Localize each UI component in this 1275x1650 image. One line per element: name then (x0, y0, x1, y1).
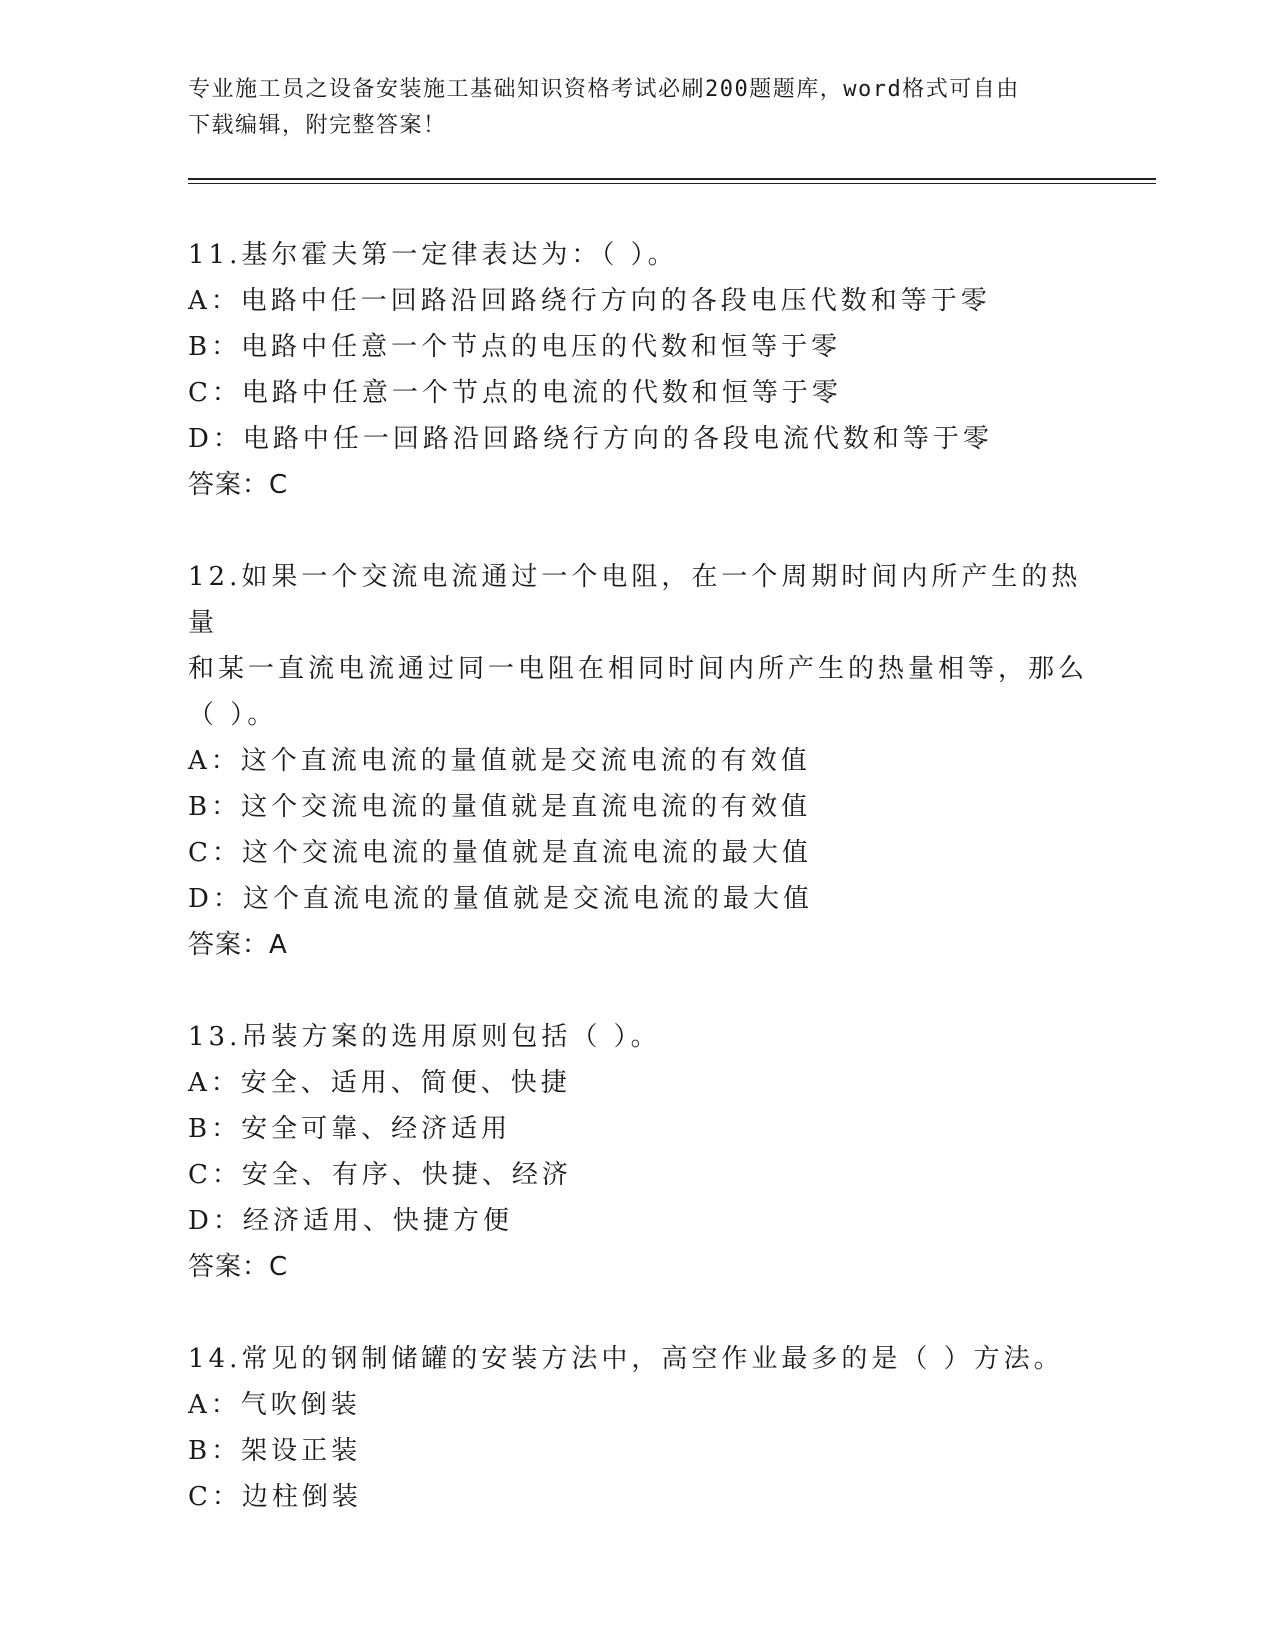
document-header (188, 72, 1068, 144)
option-b: B：架设正装 (188, 1436, 362, 1466)
question-text-line-2: 和某一直流电流通过同一电阻在相同时间内所产生的热量相等，那么 (188, 654, 1089, 684)
option-a: A：这个直流电流的量值就是交流电流的有效值 (188, 746, 811, 776)
question-14 (188, 1336, 1088, 1520)
option-a: A：安全、适用、简便、快捷 (188, 1068, 571, 1098)
question-text: 14.常见的钢制储罐的安装方法中，高空作业最多的是（ ）方法。 (188, 1344, 1064, 1374)
option-c: C：这个交流电流的量值就是直流电流的最大值 (188, 838, 812, 868)
answer: 答案：C (188, 470, 289, 500)
option-b: B：这个交流电流的量值就是直流电流的有效值 (188, 792, 812, 822)
option-c: C：边柱倒装 (188, 1482, 362, 1512)
question-text-line-1: 12.如果一个交流电流通过一个电阻，在一个周期时间内所产生的热量 (188, 562, 1082, 638)
option-b: B：安全可靠、经济适用 (188, 1114, 512, 1144)
option-a: A：气吹倒装 (188, 1390, 361, 1420)
question-list (188, 232, 1088, 1566)
option-d: D：这个直流电流的量值就是交流电流的最大值 (188, 884, 813, 914)
question-12 (188, 554, 1088, 968)
answer: 答案：A (188, 930, 288, 960)
option-d: D：电路中任一回路沿回路绕行方向的各段电流代数和等于零 (188, 424, 993, 454)
question-text-line-3: （ ）。 (188, 700, 278, 730)
header-line-2: 下载编辑，附完整答案！ (188, 113, 447, 138)
option-d: D：经济适用、快捷方便 (188, 1206, 513, 1236)
header-line-1: 专业施工员之设备安装施工基础知识资格考试必刷200题题库，word格式可自由 (188, 77, 1020, 102)
option-b: B：电路中任意一个节点的电压的代数和恒等于零 (188, 332, 842, 362)
option-c: C：安全、有序、快捷、经济 (188, 1160, 572, 1190)
option-c: C：电路中任意一个节点的电流的代数和恒等于零 (188, 378, 842, 408)
option-a: A：电路中任一回路沿回路绕行方向的各段电压代数和等于零 (188, 286, 991, 316)
question-13 (188, 1014, 1088, 1290)
question-text: 11.基尔霍夫第一定律表达为：（ ）。 (188, 240, 678, 270)
answer: 答案：C (188, 1252, 289, 1282)
header-divider-thin (188, 183, 1156, 184)
question-text: 13.吊装方案的选用原则包括（ ）。 (188, 1022, 661, 1052)
header-divider-thick (188, 178, 1156, 180)
question-11 (188, 232, 1088, 508)
